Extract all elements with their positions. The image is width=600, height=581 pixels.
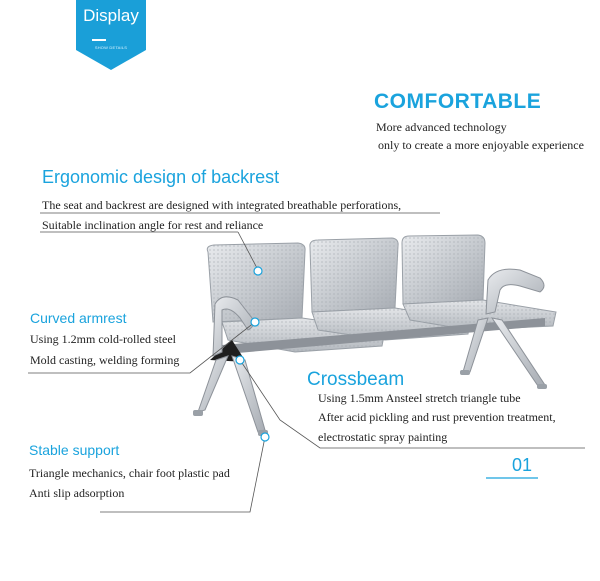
crossbeam-line3: electrostatic spray painting [318, 430, 448, 444]
armrest-line2: Mold casting, welding forming [30, 353, 180, 367]
support-line1: Triangle mechanics, chair foot plastic pad [29, 466, 230, 480]
crossbeam-line2: After acid pickling and rust prevention treatment, [318, 410, 556, 424]
badge-subtitle: SHOW DETAILS [94, 45, 128, 50]
backrest-line2: Suitable inclination angle for rest and reliance [42, 218, 264, 232]
page-number: 01 [512, 455, 533, 475]
comfortable-line2: only to create a more enjoyable experience [378, 138, 584, 152]
crossbeam-line1: Using 1.5mm Ansteel stretch triangle tube [318, 391, 521, 405]
crossbeam-title: Crossbeam [307, 369, 405, 390]
support-title: Stable support [29, 442, 120, 458]
badge-title: Display [83, 6, 139, 25]
support-line2: Anti slip adsorption [29, 486, 125, 500]
armrest-line1: Using 1.2mm cold-rolled steel [30, 332, 176, 346]
backrest-title: Ergonomic design of backrest [42, 167, 280, 187]
callout-lines [28, 213, 585, 512]
backrest-line1: The seat and backrest are designed with integrated breathable perforations, [42, 198, 402, 212]
comfortable-title: COMFORTABLE [374, 90, 542, 113]
armrest-title: Curved armrest [30, 310, 127, 326]
comfortable-line1: More advanced technology [376, 120, 507, 134]
